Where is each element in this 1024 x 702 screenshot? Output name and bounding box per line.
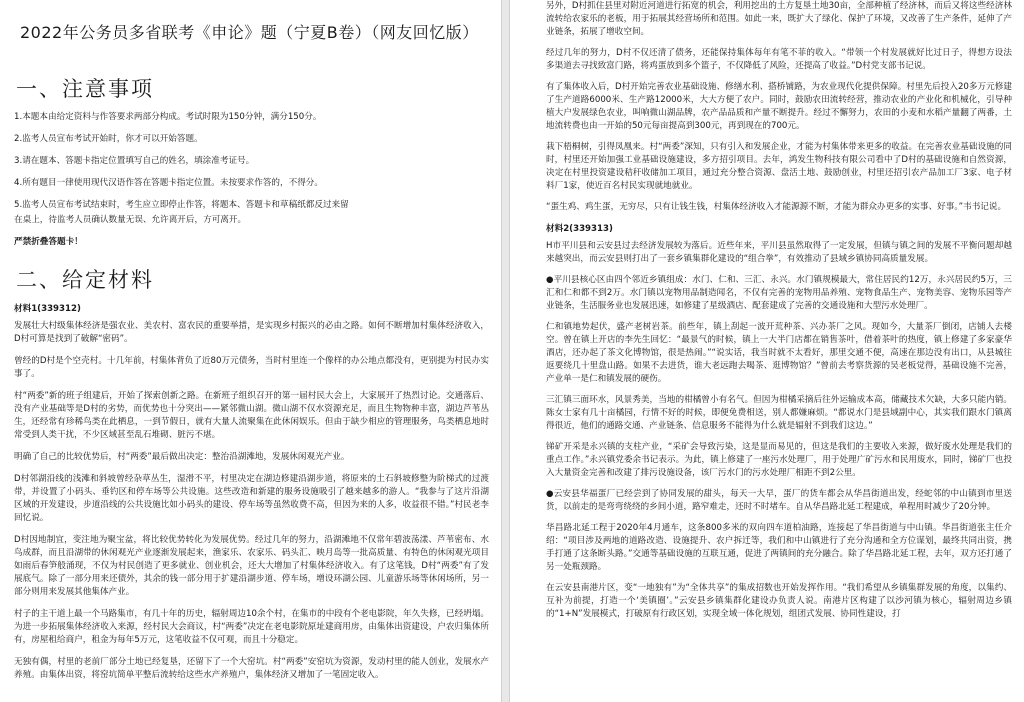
paragraph: 无独有偶，村里的老前厂部分土地已经复垦，还留下了一个大窑坑。村“两委”安窑坑为资源，发动村里的能人创业，发展水产养殖。由集体出资，将窑坑简单平整后流转给这些水产养殖户，集体经济又增加了一笔固定收入。: [14, 657, 489, 680]
document-page-left: [0, 0, 502, 702]
paragraph: 在云安县南港片区，变“一地独有”为“全体共享”的集成招数也开始发挥作用。“我们希望从乡镇集群发展的角度，以集约、互补为前提，打造一个‘美镇圈’。”云安县乡镇集群化建设办负责人说。南港片区构建了以沙河镇为核心，辐射周边乡镇的“1+N”发展模式，打破原有行政区划，实现全域一体化规划，组团式发展、协同性建设，打: [546, 583, 1012, 619]
paragraph: 村“两委”新的班子组建后，开始了探索创新之路。在新班子组织召开的第一届村民大会上，大家展开了热烈讨论。交通落后、没有产业基础等是D村的劣势，而优势也十分突出——紧邻微山湖。微山湖不仅水资源充足，而且生物物种丰富，湖边芦苇丛生，还经常有珍稀鸟类在此栖息，一到节假日，就有大量人流聚集在此休闲娱乐。但由于缺少相应的管理服务，鸟类栖息地时常受到人类干扰，不少区域甚至乱石堆砌、脏污不堪。: [14, 391, 489, 440]
paragraph: ●平川县核心区由四个邻近乡镇组成：水门、仁和、三汇、永兴。水门镇规模最大，常住居民约12万，永兴居民约5万，三汇和仁和都不到2万。水门镇以宠物用品制造闻名，不仅有完善的宠物用品养殖、宠物食品生产、宠物美容、宠物乐园等产业链条，生活服务业也发展迅速，如修建了星级酒店、配套建成了完善的交通设施和大型污水处理厂。: [546, 275, 1012, 311]
paragraph: 栽下梧桐树，引得凤凰来。村“两委”深知，只有引入和发展企业，才能为村集体带来更多的收益。在完善农业基础设施的同时，村里还开始加强工业基础设施建设，多方招引项目。去年，鸿发生物科技有限公司看中了D村的基础设施和自然资源，决定在村里投资建设秸秆收储加工项目，通过充分整合资源、盘活土地、鼓励创业，村里还招引农产品加工厂3家、电子材料厂1家，使近百名村民实现就地就业。: [546, 142, 1012, 191]
paragraph: H市平川县和云安县过去经济发展较为落后。近些年来，平川县虽然取得了一定发展，但镇与镇之间的发展不平衡问题却越来越突出，而云安县则打出了一套乡镇集群化建设的“组合拳”，有效推动了县域乡镇协同高质量发展。: [546, 241, 1012, 264]
paragraph: 曾经的D村是个空壳村。十几年前，村集体背负了近80万元债务，当时村里连一个像样的办公地点都没有，更别提为村民办实事了。: [14, 356, 489, 379]
paragraph: “蛋生鸡、鸡生蛋，无穷尽，只有让钱生钱，村集体经济收入才能源源不断，才能为群众办更多的实事、好事。”韦书记说。: [546, 202, 1007, 212]
document-page-right: [509, 0, 1024, 702]
notice-item: 1.本题本由给定资料与作答要求两部分构成。考试时限为150分钟，满分150分。: [14, 112, 322, 122]
notice-item: 在桌上，待监考人员确认数量无误、允许离开后，方可离开。: [14, 215, 247, 225]
paragraph: 三汇镇三面环水，风景秀美，当地的柑橘曾小有名气。但因为柑橘采摘后往外运输成本高，储藏技术欠缺，大多只能内销。陈女士家有几十亩橘园，行情不好的时候，即便免费相送，别人都嫌麻烦。“都说水门是县域副中心，其实我们跟水门镇离得很近，他们的通路交通、产业链条、信息服务不能得为什么就是辐射不到我们这边。”: [546, 395, 1012, 431]
paragraph: 锑矿开采是永兴镇的支柱产业，“采矿会导致污染，这是显而易见的，但这是我们的主要收入来源，做好废水处理是我们的重点工作。”永兴镇党委余书记表示。为此，镇上修建了一座污水处理厂，用于处理广矿污水和民用废水，同时，锑矿厂也投入大量资金完善和改建了排污设施设备，该厂污水门的污水处理厂相距不到2公里。: [546, 442, 1012, 478]
paragraph: D村因地制宜，变注地为聚宝盆，将比较优势转化为发展优势。经过几年的努力，沿湖滩地不仅常年碧波荡漾、芦苇密布、水鸟成群，而且沿湖带的休闲观光产业逐渐发展起来，渔家乐、农家乐、码头汇、映月岛等一批高质量、有特色的休闲观光项目如雨后春笋般涌现，不仅为村民创造了更多就业、创业机会，还大大增加了村集体经济收入。有了这笔钱，D村“两委”有了发展底气。除了一部分用来还债外，其余的钱一部分用于扩建沿湖步道、停车场，增设环湖公园、儿童游乐场等休闲场所，另一部分则用来发展其他集体产业。: [14, 535, 489, 597]
notice-item: 2.监考人员宣布考试开始时，你才可以开始答题。: [14, 134, 203, 144]
material-label: 材料1(339312): [14, 304, 81, 314]
paragraph: 经过几年的努力，D村不仅还清了债务，还能保持集体每年有笔不菲的收入。“带领一个村发展就好比过日子，得想方设法多渠道去寻找致富门路，将鸡蛋放到多个篮子，不仅降低了风险，还提高了收益。”D村党支部书记说。: [546, 48, 1012, 71]
notice-item: 5.监考人员宣布考试结束时，考生应立即停止作答，将题本、答题卡和草稿纸都反过来留: [14, 200, 349, 210]
notice-item: 4.所有题目一律使用现代汉语作答在答题卡指定位置。未按要求作答的，不得分。: [14, 178, 323, 188]
paragraph: ●云安县华福蛋厂已经尝到了协同发展的甜头，每天一大早，蛋厂的货车都会从华昌街道出发，经蛇邻的中山镇到市里送货，以前走的是弯弯绕绕的乡间小道，路窄难走，还时不时堵车。自从华昌路北延工程建成，单程用时减少了20分钟。: [546, 489, 1012, 512]
paragraph: 发展壮大村级集体经济是强农业、美农村、富农民的重要举措，是实现乡村振兴的必由之路。如何不断增加村集体经济收入，D村可算是找到了破解“密码”。: [14, 321, 489, 344]
paragraph: 华昌路北延工程于2020年4月通车，这条800多米的双向四车道柏油路，连接起了华昌街道与中山镇。华昌街道张主任介绍：“项目涉及两地的道路改造、设施提升、农户拆迁等，我们和中山镇进行了充分沟通和全方位谋划，最终共同出资，携手打通了这条断头路。”交通等基础设施的互联互通，促进了两镇间的充分融合。除了华昌路北延工程，去年，双方还打通了另一处瓶颈路。: [546, 523, 1012, 572]
notice-item: 3.请在题本、答题卡指定位置填写自己的姓名，填涂准考证号。: [14, 156, 255, 166]
paragraph: 明确了自己的比较优势后，村“两委”最后做出决定：整治沿湖滩地，发展休闲观光产业。: [14, 452, 350, 462]
section-heading-materials: 二、给定材料: [16, 268, 154, 292]
bold-notice: 严禁折叠答题卡！: [14, 237, 83, 247]
paragraph: 仁和镇地势起伏，盛产老树岩茶。前些年，镇上刮起一波开荒种茶、兴办茶厂之风。现如今，大量茶厂倒闭，店铺人去楼空。曾在镇上开店的李先生回忆：“最景气的时候，镇上一大半门店都在销售茶叶，借着茶叶的热度，镇上修建了多家豪华酒店，还办起了茶文化博物馆，很是热闹。”“说实话，我当时就不太看好，那里交通不便，高速在那边没有出口，从县城往返要绕几十里盘山路。如果不去进货，谁大老远跑去喝茶、逛博物馆？”曾前去考察货源的吴老板觉得，基础设施不完善，产业单一是仁和镇发展的硬伤。: [546, 322, 1012, 384]
paragraph: 村子的主干道上最一个马路集市，有几十年的历史，辐射周边10余个村，在集市的中段有个老电影院，年久失修，已经坍塌。为进一步拓展集体经济收入来源，经村民大会商议，村“两委”决定在老电影院原址建商用房，由集体出资建设，户农归集体所有，房屋租给商户，租金为每年5万元，这笔收益不仅可观，而且十分稳定。: [14, 609, 490, 645]
paragraph: 有了集体收入后，D村开始完善农业基础设施、修缮水利、搭桥铺路，为农业现代化提供保障。村里先后投入20多万元修建了生产道路6000米、生产路12000米，大大方便了农户。同时，鼓励农田流转经营，推动农业的产业化和机械化，引导种植大户发展绿色农业，叫响微山湖品牌，农产品品质和产量不断提升。经过不懈努力，农田的小麦和水稻产量翻了两番，土地流转费也由一开始的50元每亩提高到300元，再到现在的700元。: [546, 82, 1012, 131]
paragraph: 另外，D村抓住县里对附近河道进行拓宽的机会，利用挖出的土方复垦土地30亩，全部种植了经济林，而后又将这些经济林流转给农家乐的老板，用于拓展其经营场所和范围。如此一来，既扩大了绿化、保护了环境，又改善了生产条件，延伸了产业链条，拓展了增收空间。: [546, 1, 1012, 37]
document-title: 2022年公务员多省联考《申论》题（宁夏B卷）（网友回忆版）: [20, 23, 479, 42]
paragraph: D村邻湖沿线的浅滩和斜坡曾经杂草丛生，湿滑不平，村里决定在湖边修建沿湖步道，将原来的土石斜坡修整为阶梯式的过渡带，并设置了小码头、垂钓区和停车场等公共设施。这些改造和新建的服务设施吸引了越来越多的游人。“我参与了这片沿湖区域的开发建设，步道沿线的公共设施比如小码头的建设、停车场等虽然收费不高，但因为来的人多，收益很不错。”村民老李回忆说。: [14, 474, 489, 523]
section-heading-notes: 一、注意事项: [16, 77, 154, 101]
material-label: 材料2(339313): [546, 224, 613, 234]
